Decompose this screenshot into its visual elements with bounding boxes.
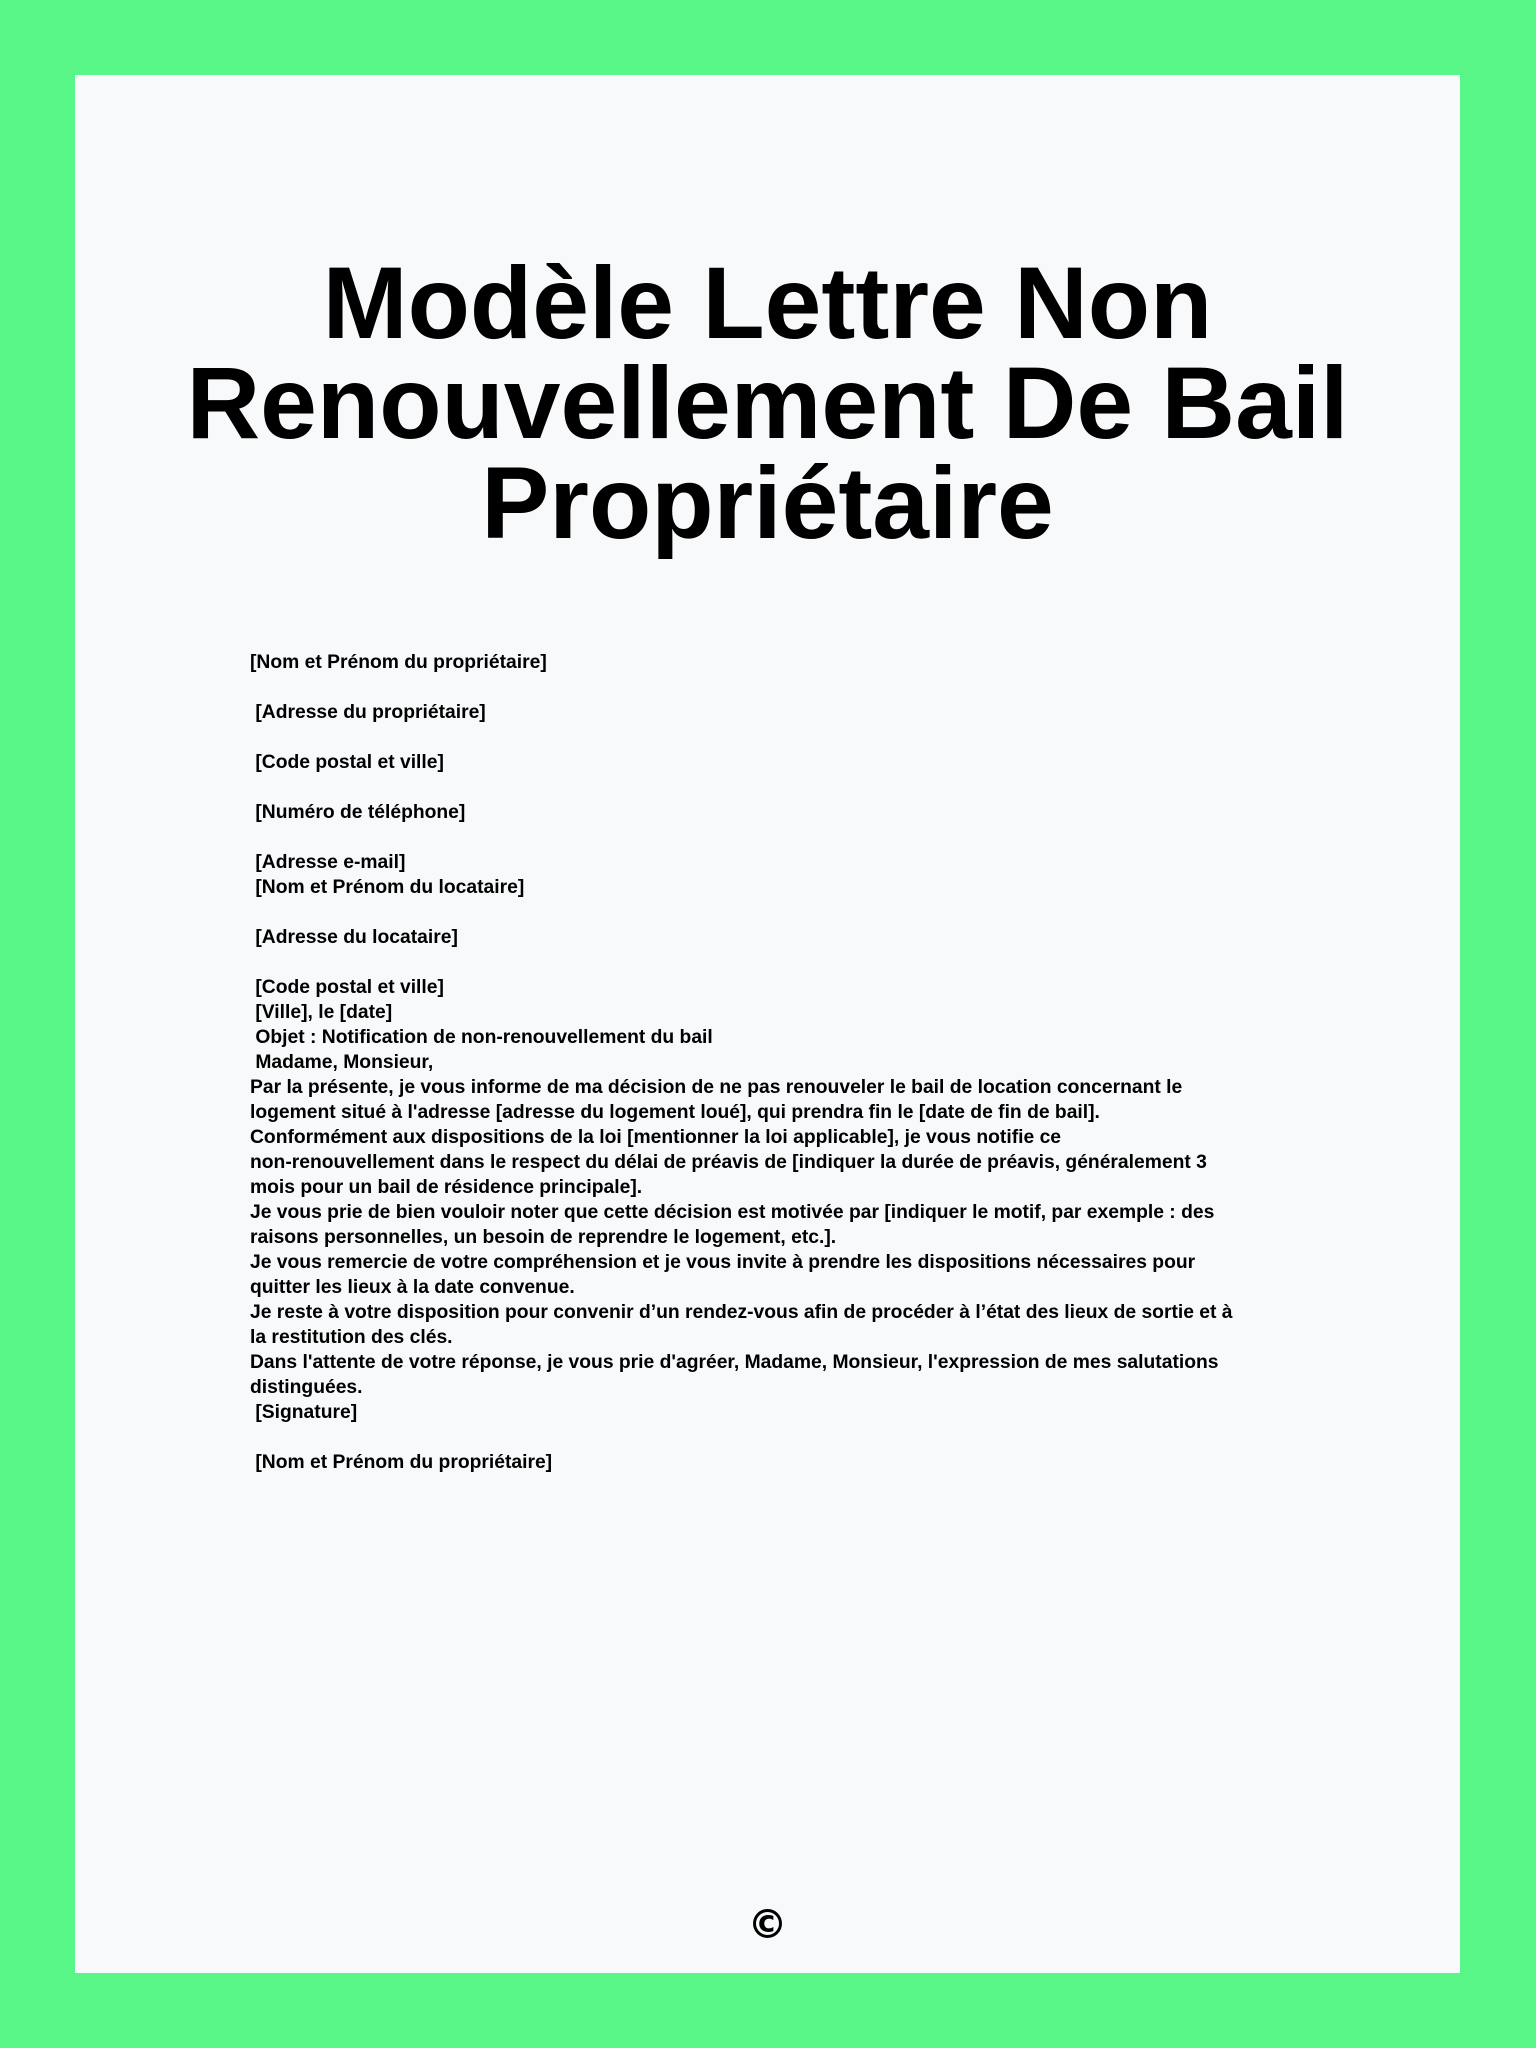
owner-phone-line: [Numéro de téléphone] [250, 802, 466, 823]
owner-name-line: [Nom et Prénom du propriétaire] [250, 652, 547, 673]
body-line-6: Je vous prie de bien vouloir noter que cette décision est motivée par [indiquer le motif, par exemple : des [250, 1202, 1215, 1223]
body-line-8: Je vous remercie de votre compréhension et je vous invite à prendre les dispositions nécessaires pour [250, 1252, 1196, 1273]
signatory-name-line: [Nom et Prénom du propriétaire] [250, 1452, 553, 1473]
tenant-postal-line: [Code postal et ville] [250, 977, 444, 998]
tenant-name-line: [Nom et Prénom du locataire] [250, 877, 525, 898]
body-line-11: la restitution des clés. [250, 1327, 453, 1348]
title-line-3: Propriétaire [481, 446, 1054, 560]
title-line-1: Modèle Lettre Non [322, 246, 1213, 360]
document-title [75, 246, 1460, 560]
body-line-13: distinguées. [250, 1377, 363, 1398]
body-line-5: mois pour un bail de résidence principale]. [250, 1177, 643, 1198]
title-line-2: Renouvellement De Bail [186, 346, 1349, 460]
copyright-icon: © [747, 1902, 788, 1948]
tenant-address-line: [Adresse du locataire] [250, 927, 458, 948]
subject-line: Objet : Notification de non-renouvellement du bail [250, 1027, 713, 1048]
body-line-2: logement situé à l'adresse [adresse du logement loué], qui prendra fin le [date de fin de bail]. [250, 1102, 1100, 1123]
body-line-4: non-renouvellement dans le respect du délai de préavis de [indiquer la durée de préavis, généralement 3 [250, 1152, 1207, 1173]
signature-line: [Signature] [250, 1402, 358, 1423]
owner-postal-line: [Code postal et ville] [250, 752, 444, 773]
owner-address-line: [Adresse du propriétaire] [250, 702, 486, 723]
body-line-12: Dans l'attente de votre réponse, je vous prie d'agréer, Madame, Monsieur, l'expression de mes salutations [250, 1352, 1219, 1373]
body-line-9: quitter les lieux à la date convenue. [250, 1277, 575, 1298]
body-line-3: Conformément aux dispositions de la loi [mentionner la loi applicable], je vous notifie ce [250, 1127, 1062, 1148]
body-line-10: Je reste à votre disposition pour convenir d’un rendez-vous afin de procéder à l’état des lieux de sortie et à [250, 1302, 1233, 1323]
document-page [75, 75, 1460, 1973]
salutation-line: Madame, Monsieur, [250, 1052, 434, 1073]
owner-email-line: [Adresse e-mail] [250, 852, 406, 873]
body-line-1: Par la présente, je vous informe de ma décision de ne pas renouveler le bail de location concernant le [250, 1077, 1183, 1098]
letter-body [250, 650, 1300, 1475]
place-date-line: [Ville], le [date] [250, 1002, 393, 1023]
body-line-7: raisons personnelles, un besoin de reprendre le logement, etc.]. [250, 1227, 837, 1248]
